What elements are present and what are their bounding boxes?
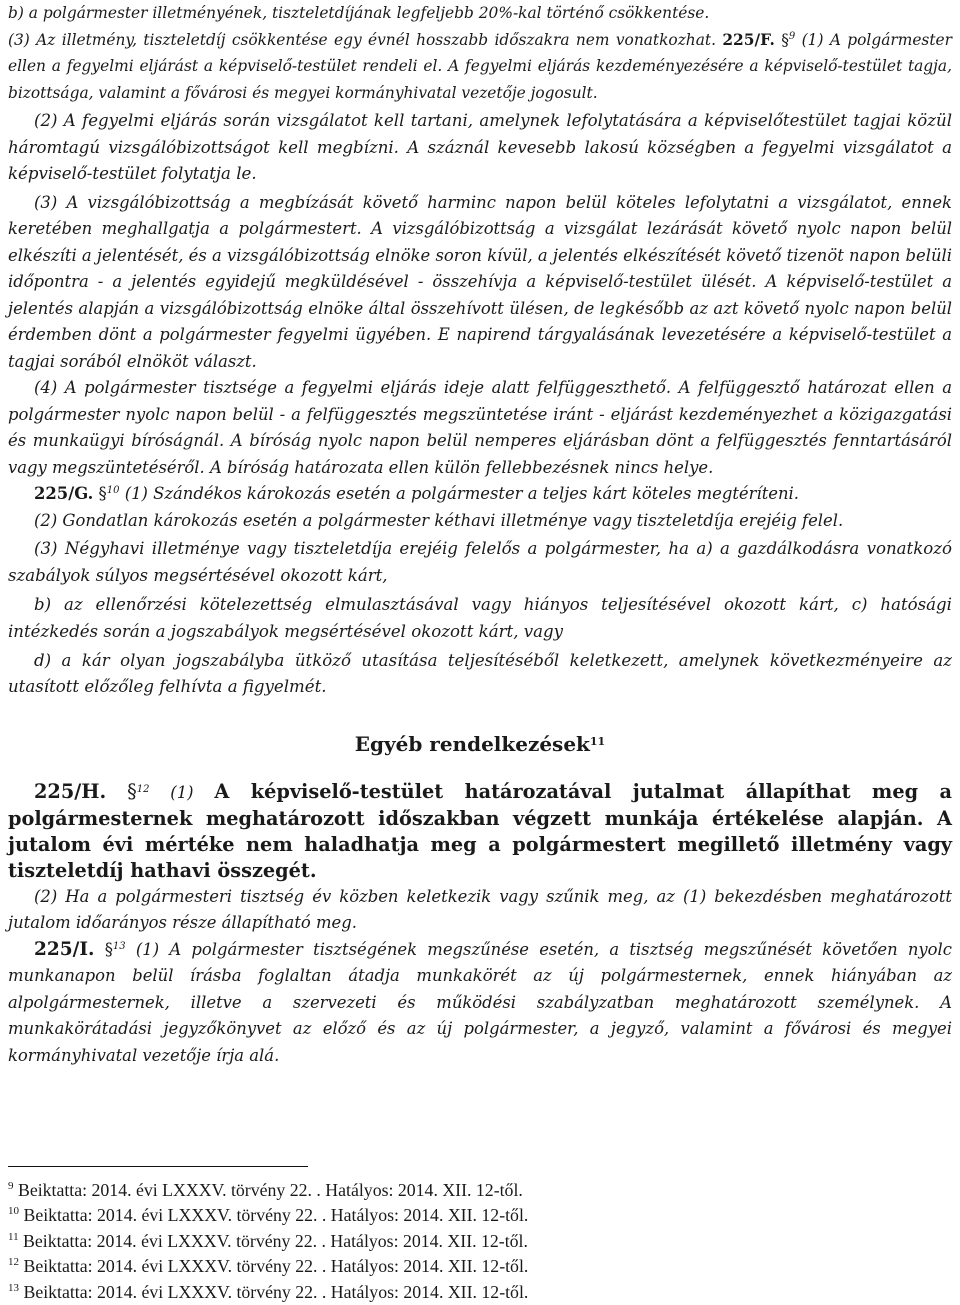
paragraph-225G-3: (3) Négyhavi illetménye vagy tiszteletdíja erejéig felelős a polgármester, ha a) a gazdálkodásra vonatkozó szabályok súlyos megsértésével okozott kárt, — [8, 539, 952, 585]
footnote-text: Beiktatta: 2014. évi LXXXV. törvény 22. . Hatályos: 2014. XII. 12-től. — [17, 1180, 523, 1200]
paragraph-225F-3b: (3) A vizsgálóbizottság a megbízását követő harminc napon belül köteles lefolytatni a vizsgálatot, ennek keretében meghallgatja a polgármestert. A vizsgálóbizottság a vizsgálat lezárását követő nyolc napon belül elkészíti a jelentését, és a vizsgálóbizottság elnöke soron kívül, a jelentés elkészítését követő tizenöt napon belüli időpontra - a jelentés egyidejű megküldésével - összehívja a képviselő-testület ülését. A képviselő-testület a jelentés alapján a vizsgálóbizottság elnöke által összehívott ülésen, de legkésőbb az azt követő nyolc napon belül érdemben dönt a polgármester fegyelmi ügyében. E napirend tárgyalásának levezetésére a képviselő-testület a tagjai sorából elnököt választ. — [8, 192, 952, 371]
footnote-text: Beiktatta: 2014. évi LXXXV. törvény 22. . Hatályos: 2014. XII. 12-től. — [23, 1205, 529, 1226]
footnote-ref-11[interactable]: 11 — [589, 734, 606, 748]
footnote-10 — [8, 1203, 952, 1228]
footnote-12 — [8, 1254, 952, 1279]
paragraph-225I-1-text: (1) A polgármester tisztségének megszűnése esetén, a tisztség megszűnését követően nyolc munkanapon belül írásba foglaltan átadja munkakörét az új polgármesternek, ennek hiányában az alpolgármesternek, illetve a szervezeti és működési szabályzatban meghatározott személynek. A munkakörátadási jegyzőkönyvet az előző és az új polgármester, a jegyző, valamint a fővárosi és megyei kormányhivatal vezetője írja alá. — [8, 939, 952, 1065]
paragraph-225G-2: (2) Gondatlan károkozás esetén a polgármester kéthavi illetménye vagy tiszteletdíja erejéig felel. — [34, 510, 844, 530]
footnote-number: 11 — [8, 1230, 19, 1243]
paragraph-225F-3: (3) Az illetmény, tiszteletdíj csökkentése egy évnél hosszabb időszakra nem vonatkozhat. — [8, 30, 716, 49]
paragraph-225G-3b: b) az ellenőrzési kötelezettség elmulasztásával vagy hiányos teljesítésével okozott kárt, c) hatósági intézkedés során a jogszabályok megsértésével okozott kárt, vagy — [8, 595, 952, 641]
section-sign: § — [104, 939, 113, 959]
section-sign: § — [781, 30, 789, 49]
paragraph-225G-3d: d) a kár olyan jogszabályba ütköző utasítása teljesítéséből keletkezett, amelynek következményeire az utasított előzőleg felhívta a figyelmét. — [8, 650, 952, 697]
footnote-separator — [8, 1166, 308, 1167]
paragraph-225H-1-num: (1) — [170, 782, 194, 802]
paragraph-225H-1 — [8, 779, 952, 884]
section-number-225H: 225/H. — [34, 779, 107, 803]
paragraph-225G-1 — [8, 481, 952, 508]
section-number-225G: 225/G. — [34, 484, 94, 504]
paragraph-225H-1-text: A képviselő-testület határozatával jutalmat állapíthat meg a polgármesternek meghatározott időszakban végzett munkája értékelése alapján. A jutalom évi mértéke nem haladhatja meg a polgármestert megillető illetmény vagy tiszteletdíj hathavi összegét. — [8, 779, 952, 882]
footnote-number: 9 — [8, 1180, 14, 1192]
paragraph-b: b) a polgármester illetményének, tiszteletdíjának legfeljebb 20%-kal történő csökkentése. — [8, 4, 710, 22]
section-sign: § — [98, 484, 107, 504]
paragraph-225H-2: (2) Ha a polgármesteri tisztség év közben keletkezik vagy szűnik meg, az (1) bekezdésben meghatározott jutalom időarányos része állapítható meg. — [8, 886, 952, 933]
paragraph-225F-4: (4) A polgármester tisztsége a fegyelmi eljárás ideje alatt felfüggeszthető. A felfüggesztő határozat ellen a polgármester nyolc napon belül - a felfüggesztés megszüntetése iránt - eljárást kezdeményezhet a közigazgatási és munkaügyi bíróságnál. A bíróság nyolc napon belül nemperes eljárásban dönt a felfüggesztés fenntartásáról vagy megszüntetéséről. A bíróság határozata ellen külön fellebbezésnek nincs helye. — [8, 378, 952, 477]
footnote-9 — [8, 1178, 952, 1203]
paragraph-225F-2: (2) A fegyelmi eljárás során vizsgálatot kell tartani, amelynek lefolytatására a képviselőtestület tagjai közül háromtagú vizsgálóbizottságot kell megbízni. A száznál kevesebb lakosú községben a fegyelmi vizsgálatot a képviselő-testület folytatja le. — [8, 111, 952, 184]
footnote-text: Beiktatta: 2014. évi LXXXV. törvény 22. . Hatályos: 2014. XII. 12-től. — [23, 1230, 528, 1251]
footnote-number: 13 — [8, 1281, 19, 1294]
footnote-text: Beiktatta: 2014. évi LXXXV. törvény 22. . Hatályos: 2014. XII. 12-től. — [23, 1256, 529, 1277]
section-heading-text: Egyéb rendelkezések — [354, 731, 590, 756]
section-number-225I: 225/I. — [34, 938, 95, 960]
footnote-ref-9[interactable]: 9 — [788, 30, 796, 42]
footnote-ref-12[interactable]: 12 — [136, 783, 150, 795]
section-heading — [8, 731, 952, 757]
paragraph-225F — [8, 27, 952, 107]
footnotes — [8, 1178, 952, 1305]
section-sign: § — [127, 779, 137, 803]
paragraph-225F-1: (1) A polgármester ellen a fegyelmi eljárást a képviselő-testület rendeli el. A fegyelmi eljárás kezdeményezésére a képviselő-testület tagja, bizottsága, valamint a fővárosi és megyei kormányhivatal vezetője jogosult. — [8, 30, 952, 102]
footnote-number: 10 — [8, 1205, 19, 1218]
paragraph-225G-1-text: (1) Szándékos károkozás esetén a polgármester a teljes kárt köteles megtéríteni. — [124, 484, 800, 504]
footnote-text: Beiktatta: 2014. évi LXXXV. törvény 22. . Hatályos: 2014. XII. 12-től. — [23, 1281, 529, 1302]
footnote-number: 12 — [8, 1256, 19, 1269]
footnote-ref-13[interactable]: 13 — [112, 940, 126, 952]
section-number-225F: 225/F. — [722, 30, 775, 49]
footnote-ref-10[interactable]: 10 — [106, 485, 120, 497]
paragraph-225I-1 — [8, 937, 952, 1070]
footnote-13 — [8, 1280, 952, 1305]
document-page — [8, 0, 952, 1302]
footnote-11 — [8, 1229, 952, 1254]
